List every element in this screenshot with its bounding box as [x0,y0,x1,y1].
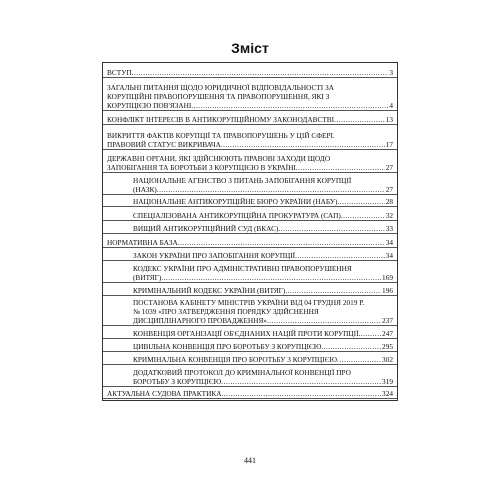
toc-entry-title-line: КОРУПЦІЄЮ ПОВ'ЯЗАНІ [107,101,192,110]
toc-entry-nabu[interactable] [103,197,397,207]
toc-entry-intro[interactable] [103,68,397,78]
toc-entry-title-line: ЗАГАЛЬНІ ПИТАННЯ ЩОДО ЮРИДИЧНОЇ ВІДПОВІДАЛЬНОСТІ ЗА [107,83,334,92]
toc-entry-title-line: ВИКРИТТЯ ФАКТІВ КОРУПЦІЇ ТА ПРАВОПОРУШЕНЬ У ЦІЙ СФЕРІ. [107,131,335,140]
toc-entry-nazk[interactable] [103,176,397,195]
toc-entry-page: 295 [382,342,393,351]
toc-entry-title: ЗАКОН УКРАЇНИ ПРО ЗАПОБІГАННЯ КОРУПЦІЇ [133,251,296,260]
dot-leader [337,197,384,206]
toc-entry-page: 4 [389,101,393,110]
toc-entry-page: 33 [385,224,393,233]
dot-leader [178,238,385,247]
dot-leader [267,316,381,325]
dot-leader [161,273,381,282]
toc-entry-law-prevention[interactable] [103,251,397,261]
table-of-contents [102,62,398,401]
toc-entry-page: 32 [385,211,393,220]
toc-entry-civil-convention[interactable] [103,342,397,352]
toc-entry-page: 237 [382,316,393,325]
toc-entry-state-bodies[interactable] [103,154,397,173]
toc-entry-page: 27 [385,163,393,172]
toc-entry-page: 324 [382,389,393,398]
toc-entry-sap[interactable] [103,211,397,221]
toc-entry-title: НАЦІОНАЛЬНЕ АНТИКОРУПЦІЙНЕ БЮРО УКРАЇНИ (НАБУ) [133,197,338,206]
toc-entry-title: КОНФЛІКТ ІНТЕРЕСІВ В АНТИКОРУПЦІЙНОМУ ЗАКОНОДАВСТВІ [107,115,335,124]
toc-entry-title: СПЕЦІАЛІЗОВАНА АНТИКОРУПЦІЙНА ПРОКУРАТУРА (САП) [133,211,341,220]
toc-entry-page: 319 [382,377,393,386]
toc-entry-title-line: КОДЕКС УКРАЇНИ ПРО АДМІНІСТРАТИВНІ ПРАВОПОРУШЕННЯ [133,264,352,273]
page-number: 441 [244,456,256,465]
toc-entry-page: 34 [385,238,393,247]
toc-entry-title-line: ДЕРЖАВНІ ОРГАНИ, ЯКІ ЗДІЙСНЮЮТЬ ПРАВОВІ ЗАХОДИ ЩОДО [107,154,331,163]
toc-entry-title-line: ЗАПОБІГАННЯ ТА БОРОТЬБИ З КОРУПЦІЄЮ В УКРАЇНІ [107,163,296,172]
toc-entry-page: 17 [385,140,393,149]
toc-entry-un-convention[interactable] [103,329,397,339]
toc-entry-conflict-of-interest[interactable] [103,115,397,125]
toc-entry-title: КРИМІНАЛЬНИЙ КОДЕКС УКРАЇНИ (ВИТЯГ) [133,286,286,295]
toc-entry-page: 247 [382,329,393,338]
dot-leader [278,224,384,233]
page-title: Зміст [231,40,269,56]
toc-entry-title-line: БОРОТЬБУ З КОРУПЦІЄЮ [133,377,222,386]
dot-leader [191,101,388,110]
toc-entry-title-line: ПРАВОВИЙ СТАТУС ВИКРИВАЧА [107,140,221,149]
toc-entry-title: НОРМАТИВНА БАЗА [107,238,178,247]
toc-entry-page: 169 [382,273,393,282]
toc-entry-title-line: ДИСЦИПЛІНАРНОГО ПРОВАДЖЕННЯ» [133,316,267,325]
toc-entry-title: КРИМІНАЛЬНА КОНВЕНЦІЯ ПРО БОРОТЬБУ З КОРУПЦІЄЮ [133,355,338,364]
toc-entry-criminal-code[interactable] [103,286,397,296]
toc-entry-title-line: (НАЗК) [133,185,157,194]
toc-entry-page: 34 [385,251,393,260]
toc-entry-additional-protocol[interactable] [103,368,397,387]
toc-entry-title: ВСТУП [107,68,132,77]
dot-leader [157,185,385,194]
toc-entry-title-line: (ВИТЯГ) [133,273,162,282]
toc-entry-page: 3 [389,68,393,77]
toc-entry-page: 13 [385,115,393,124]
toc-entry-title: ЦИВІЛЬНА КОНВЕНЦІЯ ПРО БОРОТЬБУ З КОРУПЦІЄЮ [133,342,322,351]
toc-entry-title-line: ДОДАТКОВИЙ ПРОТОКОЛ ДО КРИМІНАЛЬНОЇ КОНВЕНЦІЇ ПРО [133,368,351,377]
toc-entry-page: 196 [382,286,393,295]
toc-entry-title-line: НАЦІОНАЛЬНЕ АГЕНСТВО З ПИТАНЬ ЗАПОБІГАННЯ КОРУПЦІЇ [133,176,352,185]
dot-leader [341,211,385,220]
dot-leader [285,286,381,295]
dot-leader [321,342,381,351]
dot-leader [132,68,389,77]
toc-entry-title: АКТУАЛЬНА СУДОВА ПРАКТИКА [107,389,222,398]
toc-entry-title: ВИЩИЙ АНТИКОРУПЦІЙНИЙ СУД (ВКАС) [133,224,279,233]
dot-leader [337,355,381,364]
dot-leader [221,140,385,149]
toc-entry-case-law[interactable] [103,389,397,399]
dot-leader [334,115,385,124]
dot-leader [359,329,382,338]
toc-entry-title: КОНВЕНЦІЯ ОРГАНІЗАЦІЇ ОБ'ЄДНАНИХ НАЦІЙ ПРОТИ КОРУПЦІЇ [133,329,359,338]
toc-entry-criminal-convention[interactable] [103,355,397,365]
toc-entry-title-line: КОРУПЦІЙНІ ПРАВОПОРУШЕННЯ ТА ПРАВОПОРУШЕННЯ, ЯКІ З [107,92,330,101]
dot-leader [295,251,385,260]
toc-entry-title-line: ПОСТАНОВА КАБІНЕТУ МІНІСТРІВ УКРАЇНИ ВІД 04 ГРУДНЯ 2019 Р. [133,298,365,307]
toc-entry-page: 302 [382,355,393,364]
toc-entry-title-line: № 1039 «ПРО ЗАТВЕРДЖЕННЯ ПОРЯДКУ ЗДІЙСНЕННЯ [133,307,319,316]
toc-entry-page: 27 [385,185,393,194]
toc-entry-admin-code[interactable] [103,264,397,283]
dot-leader [221,377,381,386]
toc-entry-page: 28 [385,197,393,206]
toc-entry-cabinet-resolution[interactable] [103,298,397,326]
dot-leader [221,389,381,398]
toc-entry-vkas[interactable] [103,224,397,234]
dot-leader [296,163,385,172]
toc-entry-general-issues[interactable] [103,83,397,111]
toc-entry-legal-base[interactable] [103,238,397,248]
toc-entry-whistleblower[interactable] [103,131,397,150]
